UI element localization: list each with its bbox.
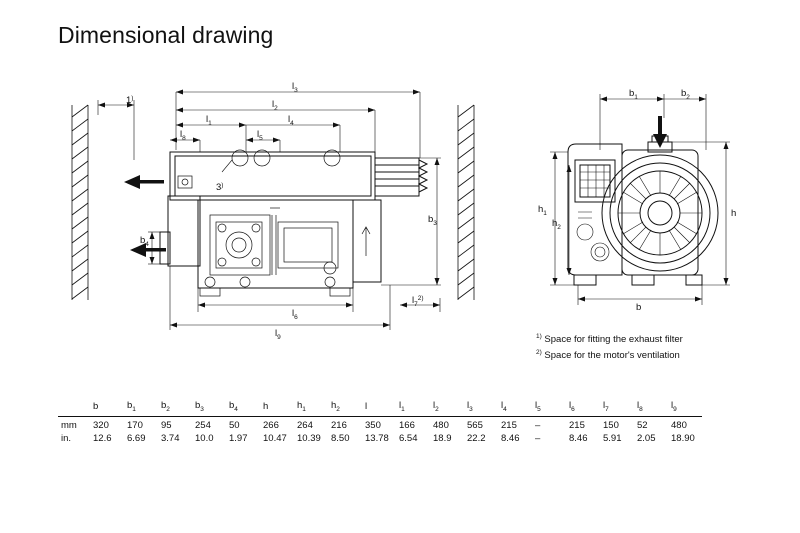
cell-mm-b4: 50: [229, 419, 240, 431]
label-b2: $b_2$: [681, 88, 690, 101]
cell-mm-l8: 52: [637, 419, 648, 431]
column-header-l9: $l_9$: [671, 400, 677, 413]
cell-mm-b1: 170: [127, 419, 143, 431]
cell-mm-l9: 480: [671, 419, 687, 431]
cell-in.-l7: 5.91: [603, 432, 622, 444]
label-b1: $b_1$: [629, 88, 638, 101]
column-header-l1: $l_1$: [399, 400, 405, 413]
cell-in.-l4: 8.46: [501, 432, 520, 444]
footnote-2-text: Space for the motor's ventilation: [544, 350, 680, 362]
cell-in.-l5: –: [535, 432, 541, 444]
table-body: [58, 416, 702, 445]
cell-in.-l3: 22.2: [467, 432, 486, 444]
cell-mm-b2: 95: [161, 419, 172, 431]
cell-in.-l: 13.78: [365, 432, 389, 444]
cell-in.-b3: 10.0: [195, 432, 214, 444]
dimension-lines-front: [550, 94, 730, 305]
column-header-h1: $h_1$: [297, 400, 306, 413]
cell-in.-b4: 1.97: [229, 432, 248, 444]
row-unit-mm: mm: [61, 419, 77, 431]
column-header-h2: $h_2$: [331, 400, 340, 413]
column-header-l6: $l_6$: [569, 400, 575, 413]
column-header-b1: $b_1$: [127, 400, 136, 413]
dimension-labels: [126, 81, 736, 341]
cell-mm-h1: 264: [297, 419, 313, 431]
cell-mm-h2: 216: [331, 419, 347, 431]
label-footnote-3-marker: 3): [216, 182, 224, 193]
dimensions-table: [58, 399, 702, 445]
cell-mm-l2: 480: [433, 419, 449, 431]
pump-side-details: [178, 150, 370, 296]
footnote-1-text: Space for fitting the exhaust filter: [544, 334, 683, 346]
label-l8: $l_8$: [180, 129, 186, 142]
footnote-2-marker: 2): [536, 349, 542, 356]
page-title: Dimensional drawing: [58, 22, 274, 48]
column-header-l7: $l_7$: [603, 400, 609, 413]
label-b: b: [636, 302, 642, 313]
cell-in.-h2: 8.50: [331, 432, 350, 444]
label-l3: $l_3$: [292, 81, 298, 94]
column-header-l2: $l_2$: [433, 400, 439, 413]
cell-mm-l3: 565: [467, 419, 483, 431]
cell-in.-l8: 2.05: [637, 432, 656, 444]
footnote-exhaust-filter: [536, 333, 683, 345]
column-header-l: l: [365, 400, 368, 412]
label-h2: $h_2$: [552, 218, 561, 231]
wall-right-hatch: [458, 105, 474, 300]
table-header-row: [58, 399, 702, 416]
label-l4: $l_4$: [288, 114, 294, 127]
cell-mm-l4: 215: [501, 419, 517, 431]
flow-arrow-upper: [124, 175, 164, 189]
footnote-1-marker: 1): [536, 333, 542, 340]
label-l9: $l_9$: [275, 328, 281, 341]
pump-front-details: [577, 165, 702, 261]
label-l1: $l_1$: [206, 114, 212, 127]
dimension-lines-side: [98, 90, 441, 331]
label-l6: $l_6$: [292, 308, 298, 321]
cell-in.-h1: 10.39: [297, 432, 321, 444]
table-header: [58, 399, 702, 416]
cell-in.-l2: 18.9: [433, 432, 452, 444]
label-l2: $l_2$: [272, 99, 278, 112]
column-header-l5: $l_5$: [535, 400, 541, 413]
label-b4: $b_4$: [140, 235, 149, 248]
cell-in.-b1: 6.69: [127, 432, 146, 444]
cell-mm-l5: –: [535, 419, 541, 431]
cell-in.-l1: 6.54: [399, 432, 418, 444]
column-header-b4: $b_4$: [229, 400, 238, 413]
cell-mm-l7: 150: [603, 419, 619, 431]
label-footnote-1-marker: 1): [126, 95, 134, 106]
cell-mm-b: 320: [93, 419, 109, 431]
unit-column-header: [58, 399, 90, 416]
cell-mm-l: 350: [365, 419, 381, 431]
column-header-l3: $l_3$: [467, 400, 473, 413]
column-header-h: h: [263, 400, 269, 412]
cell-in.-l6: 8.46: [569, 432, 588, 444]
table-row: [58, 432, 702, 445]
column-header-b: b: [93, 400, 99, 412]
footnote-motor-ventilation: [536, 349, 680, 361]
cell-mm-l1: 166: [399, 419, 415, 431]
label-h1: $h_1$: [538, 204, 547, 217]
pump-front-outline: [568, 136, 718, 285]
label-h: h: [731, 208, 737, 219]
wall-left-hatch: [72, 105, 88, 300]
column-header-b2: $b_2$: [161, 400, 170, 413]
cell-in.-b2: 3.74: [161, 432, 180, 444]
column-header-b3: $b_3$: [195, 400, 204, 413]
table-row: [58, 416, 702, 432]
cell-in.-l9: 18.90: [671, 432, 695, 444]
label-b3: $b_3$: [428, 214, 437, 227]
cell-mm-l6: 215: [569, 419, 585, 431]
column-header-l8: $l_8$: [637, 400, 643, 413]
cell-in.-h: 10.47: [263, 432, 287, 444]
label-l5: $l_5$: [257, 129, 263, 142]
cell-mm-b3: 254: [195, 419, 211, 431]
pump-side-outline: [160, 152, 427, 288]
label-l7: $l_7^{2)}$: [412, 295, 424, 308]
cell-in.-b: 12.6: [93, 432, 112, 444]
row-unit-in.: in.: [61, 432, 72, 444]
cell-mm-h: 266: [263, 419, 279, 431]
column-header-l4: $l_4$: [501, 400, 507, 413]
intake-arrow: [653, 116, 667, 148]
